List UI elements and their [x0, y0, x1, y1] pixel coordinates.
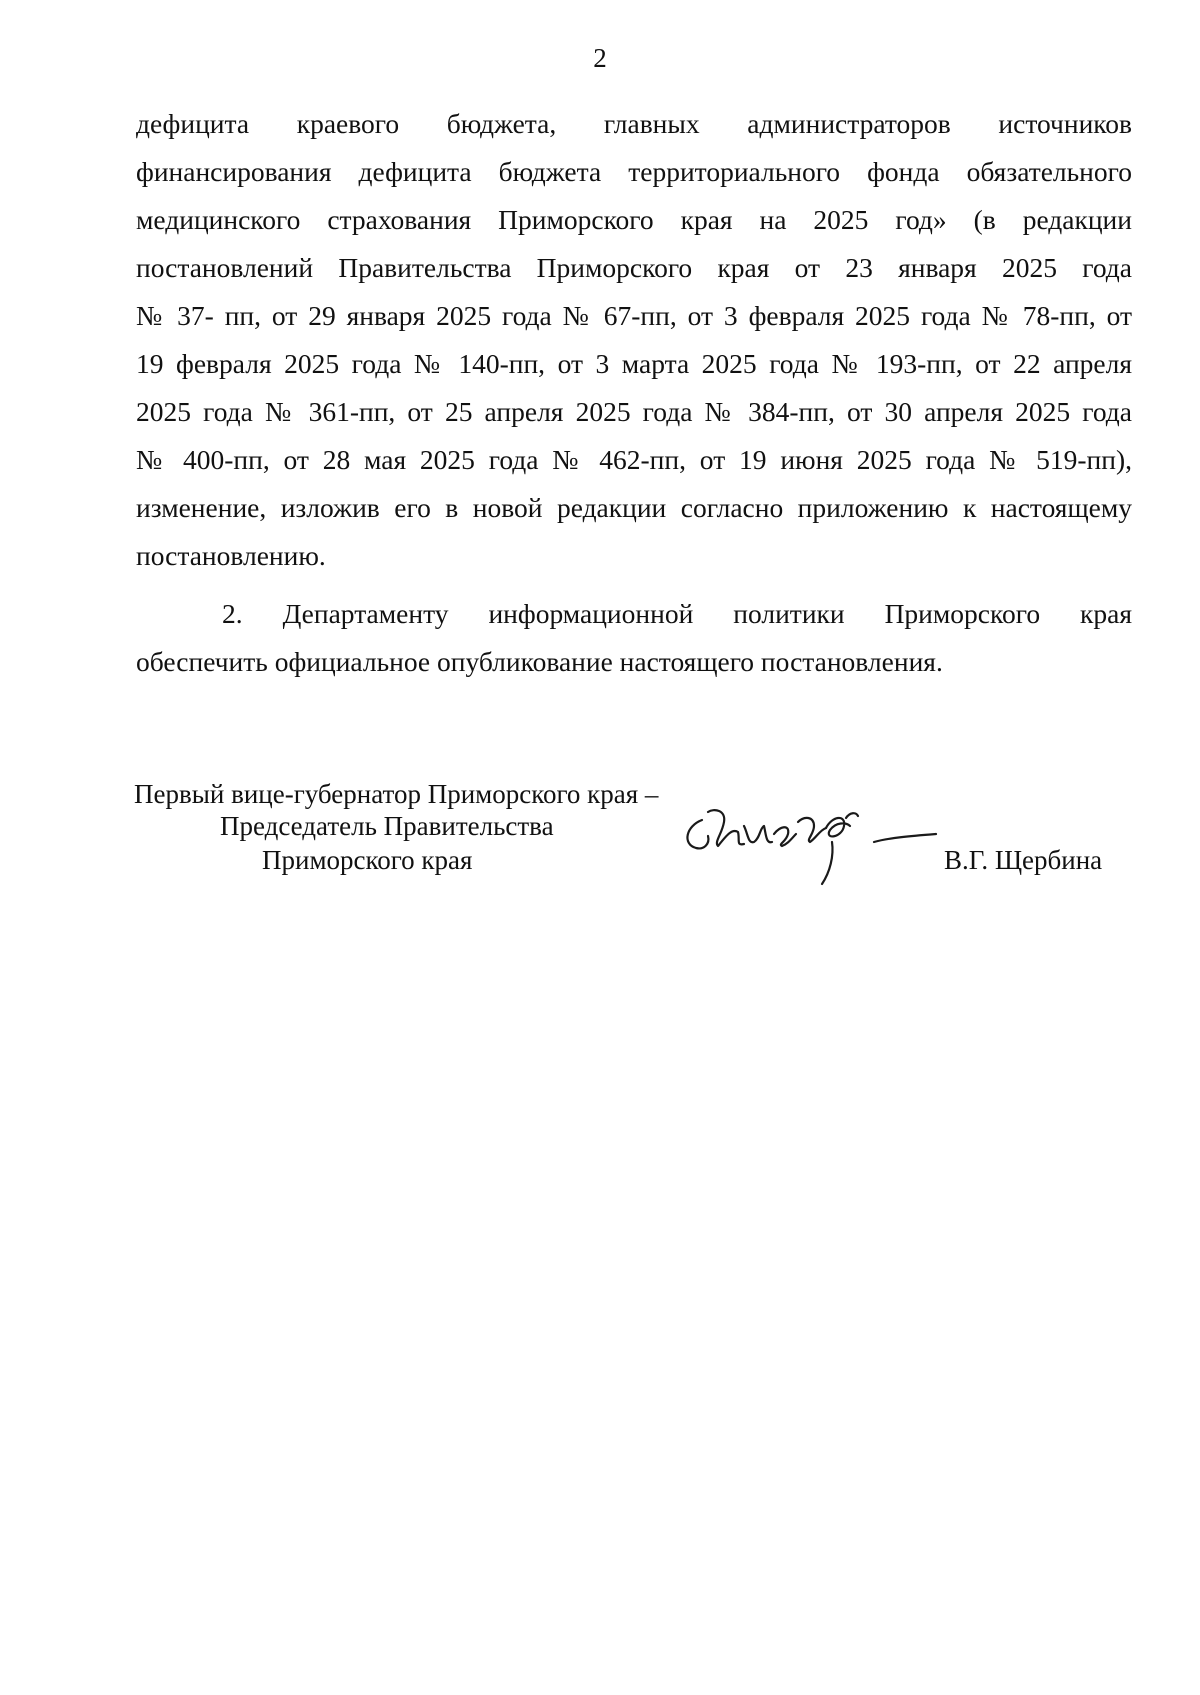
paragraph-line: финансирования дефицита бюджета территориального фонда обязательного [136, 156, 1132, 187]
handwritten-signature [674, 782, 954, 892]
paragraph-line: 2025 года № 361-пп, от 25 апреля 2025 года № 384-пп, от 30 апреля 2025 года [136, 396, 1132, 427]
paragraph-line: 19 февраля 2025 года № 140-пп, от 3 марта 2025 года № 193-пп, от 22 апреля [136, 348, 1132, 379]
paragraph-line: постановлений Правительства Приморского края от 23 января 2025 года [136, 252, 1132, 283]
signatory-title-line-3: Приморского края [262, 845, 473, 875]
paragraph-line: обеспечить официальное опубликование настоящего постановления. [136, 646, 943, 677]
paragraph-1 [136, 100, 1132, 580]
paragraph-line: медицинского страхования Приморского края на 2025 год» (в редакции [136, 204, 1132, 235]
paragraph-2 [136, 590, 1132, 686]
page-number: 2 [593, 43, 607, 73]
paragraph-line: изменение, изложив его в новой редакции согласно приложению к настоящему [136, 492, 1132, 523]
paragraph-line: 2. Департаменту информационной политики Приморского края [222, 598, 1132, 629]
signature-block [134, 778, 1134, 898]
signatory-title-line-1: Первый вице-губернатор Приморского края – [134, 779, 659, 809]
paragraph-line: № 400-пп, от 28 мая 2025 года № 462-пп, от 19 июня 2025 года № 519-пп), [136, 444, 1132, 475]
paragraph-line: № 37- пп, от 29 января 2025 года № 67-пп, от 3 февраля 2025 года № 78-пп, от [136, 300, 1132, 331]
signatory-name: В.Г. Щербина [944, 845, 1103, 875]
signatory-title-line-2: Председатель Правительства [220, 811, 554, 841]
paragraph-line: постановлению. [136, 540, 326, 571]
paragraph-line: дефицита краевого бюджета, главных администраторов источников [136, 108, 1132, 139]
